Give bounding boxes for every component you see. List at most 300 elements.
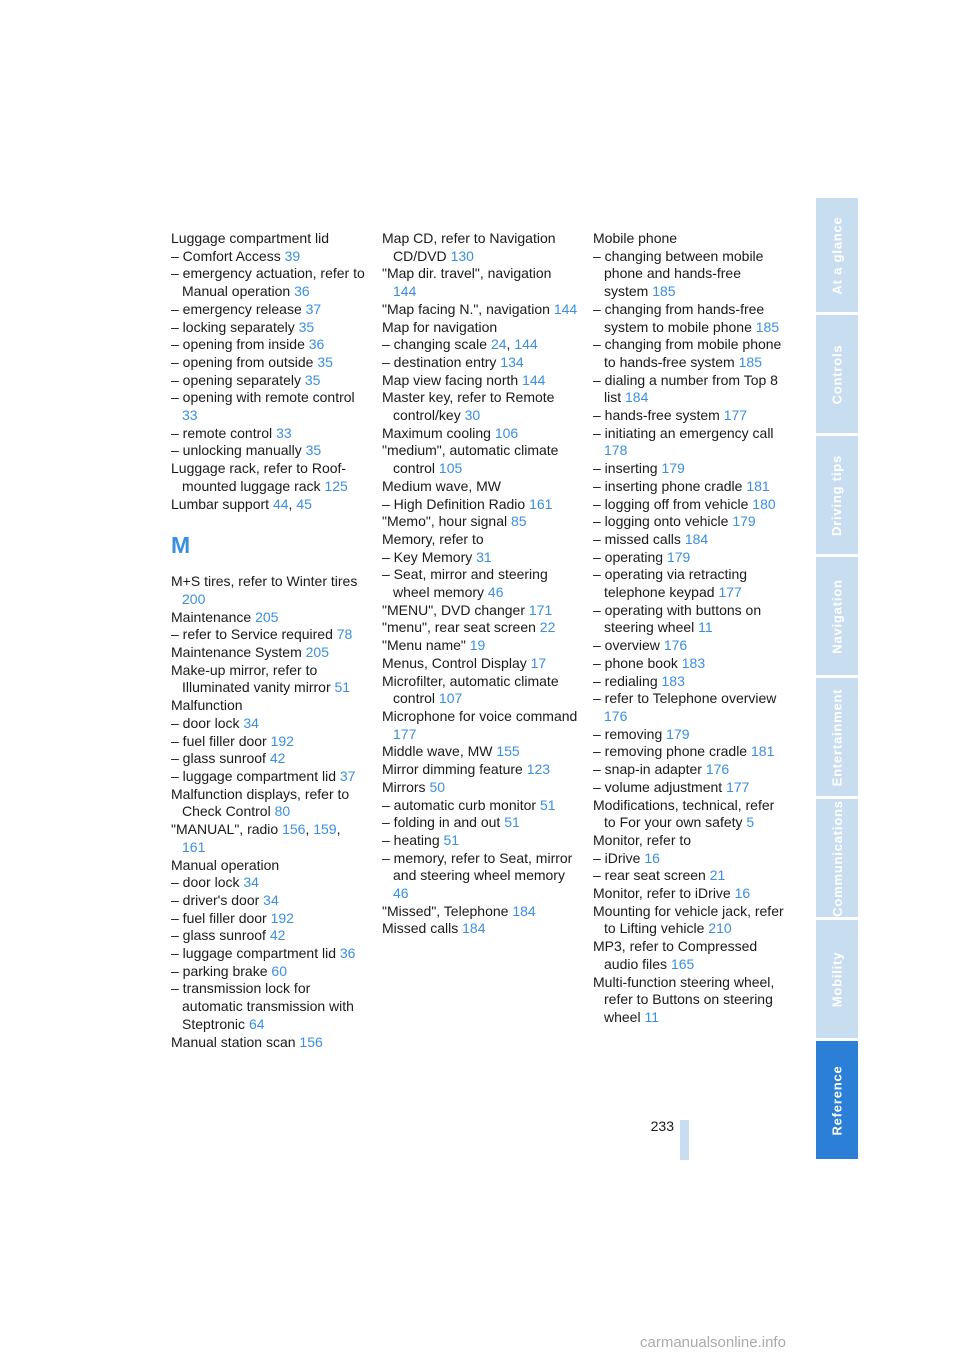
page-reference-link[interactable]: 35 xyxy=(298,318,315,335)
index-entry-text: – hands-free system xyxy=(593,407,720,424)
index-entry xyxy=(593,832,789,850)
index-subentry xyxy=(593,496,789,514)
index-subentry xyxy=(593,850,789,868)
index-entry-text: Manual station scan xyxy=(171,1033,296,1050)
page-reference-link[interactable]: 125 xyxy=(324,477,348,494)
index-entry-text: – transmission lock for automatic transmission with Steptronic xyxy=(171,980,354,1032)
index-subentry xyxy=(593,531,789,549)
index-entry-text: – Seat, mirror and steering wheel memory xyxy=(382,566,548,601)
index-subentry xyxy=(171,733,367,751)
index-entry xyxy=(382,619,578,637)
index-entry-text: "MENU", DVD changer xyxy=(382,601,525,618)
page-reference-link[interactable]: 19 xyxy=(469,637,486,654)
index-entry-text: – snap-in adapter xyxy=(593,761,702,778)
index-entry-text: – luggage compartment lid xyxy=(171,767,336,784)
page-reference-link[interactable]: 50 xyxy=(429,778,446,795)
page-reference-link[interactable]: 144 xyxy=(393,283,417,300)
index-subentry xyxy=(593,637,789,655)
index-entry xyxy=(382,761,578,779)
index-subentry xyxy=(382,832,578,850)
index-entry xyxy=(382,779,578,797)
page-reference-link[interactable]: 51 xyxy=(504,814,520,831)
page-reference-link[interactable]: 181 xyxy=(751,743,775,760)
index-subentry xyxy=(171,927,367,945)
page-reference-link[interactable]: 24 xyxy=(490,336,507,353)
index-entry-text: Malfunction displays, refer to Check Control xyxy=(171,785,350,820)
index-entry-text: – iDrive xyxy=(593,849,641,866)
section-tab-mobility[interactable] xyxy=(816,920,858,1038)
section-tab-label: Reference xyxy=(829,1064,845,1136)
index-entry xyxy=(382,637,578,655)
page-reference-link[interactable]: 130 xyxy=(450,247,474,264)
index-entry-text: – removing xyxy=(593,725,663,742)
index-entry-text: – changing from hands-free system to mobile phone xyxy=(593,300,765,335)
index-subentry xyxy=(593,407,789,425)
index-entry-text: – Comfort Access xyxy=(171,247,281,264)
index-entry-text: Modifications, technical, refer to For your own safety xyxy=(593,796,775,831)
index-entry xyxy=(171,662,367,697)
page-reference-link[interactable]: 183 xyxy=(661,672,685,689)
index-entry-text: "menu", rear seat screen xyxy=(382,619,536,636)
index-subentry xyxy=(171,910,367,928)
page-reference-link[interactable]: 177 xyxy=(723,407,748,424)
index-entry-text: Malfunction xyxy=(171,697,243,714)
page-reference-link[interactable]: 177 xyxy=(726,778,750,795)
index-entry-text: Maintenance xyxy=(171,608,252,625)
page-reference-link[interactable]: 46 xyxy=(393,885,409,902)
index-entry-text: – opening from inside xyxy=(171,336,305,353)
page-reference-link[interactable]: 183 xyxy=(681,654,706,671)
index-entry xyxy=(171,609,367,627)
section-tab-driving-tips[interactable] xyxy=(816,436,858,554)
index-entry-text: – emergency release xyxy=(171,300,302,317)
index-entry-text: – operating with buttons on steering wheel xyxy=(593,601,762,636)
page-reference-link[interactable]: 51 xyxy=(334,679,351,696)
index-entry xyxy=(382,708,578,743)
index-entry-text: "medium", automatic climate control xyxy=(382,442,559,477)
index-subentry xyxy=(171,442,367,460)
page-reference-link[interactable]: 51 xyxy=(539,796,556,813)
page-reference-link[interactable]: 21 xyxy=(709,867,726,884)
index-entry-text: – Key Memory xyxy=(382,548,473,565)
page-reference-link[interactable]: 51 xyxy=(443,831,460,848)
index-entry-text: – locking separately xyxy=(171,318,295,335)
index-entry xyxy=(382,319,578,337)
index-subentry xyxy=(593,372,789,407)
page-reference-link[interactable]: 16 xyxy=(644,849,660,866)
page-reference-link[interactable]: 42 xyxy=(269,927,286,944)
index-entry-text: Luggage rack, refer to Roof-mounted luggage rack xyxy=(171,460,347,494)
index-entry xyxy=(382,655,578,673)
index-entry-text: Mirrors xyxy=(382,778,426,795)
index-entry-text: – remote control xyxy=(171,424,273,441)
index-subentry xyxy=(593,248,789,301)
index-subentry xyxy=(171,336,367,354)
index-subentry xyxy=(593,779,789,797)
page-reference-link[interactable]: 36 xyxy=(294,283,310,300)
section-tab-label: Navigation xyxy=(829,578,845,654)
index-entry-text: – heating xyxy=(382,831,440,848)
page-reference-link[interactable]: 80 xyxy=(274,803,291,820)
page-reference-link[interactable]: 179 xyxy=(666,725,690,742)
page-reference-link[interactable]: 179 xyxy=(732,513,756,530)
index-entry-text: "Map dir. travel", navigation xyxy=(382,265,552,282)
index-entry-text: Mobile phone xyxy=(593,230,678,246)
page-reference-link[interactable]: 185 xyxy=(652,283,676,300)
index-subentry xyxy=(593,726,789,744)
index-entry xyxy=(171,460,367,495)
index-subentry xyxy=(593,761,789,779)
page-reference-link[interactable]: 184 xyxy=(462,920,486,937)
index-subentry xyxy=(171,354,367,372)
index-entry-text: – operating xyxy=(593,548,664,565)
page-reference-link[interactable]: 45 xyxy=(296,495,312,512)
page-reference-link[interactable]: 31 xyxy=(476,548,492,565)
index-entry xyxy=(382,903,578,921)
index-entry xyxy=(382,673,578,708)
section-tab-label: Entertainment xyxy=(829,688,845,786)
section-tab-communications[interactable] xyxy=(816,799,858,917)
page-reference-link[interactable]: 144 xyxy=(553,300,578,317)
index-subentry xyxy=(593,460,789,478)
section-tab-entertainment[interactable] xyxy=(816,678,858,796)
page-reference-link[interactable]: 64 xyxy=(248,1015,265,1032)
page-reference-link[interactable]: 46 xyxy=(487,584,504,601)
page-reference-link[interactable]: 144 xyxy=(522,371,546,388)
page-reference-link[interactable]: 177 xyxy=(718,584,742,601)
index-entry-text: "Menu name" xyxy=(382,637,466,654)
index-subentry: – changing scale 24, 144 xyxy=(382,336,538,353)
page-reference-link[interactable]: 36 xyxy=(308,336,325,353)
page-reference-link[interactable]: 11 xyxy=(644,1008,660,1025)
index-entry-text: Memory, refer to xyxy=(382,530,484,547)
page-reference-link[interactable]: 35 xyxy=(317,353,333,370)
index-entry-text: Monitor, refer to iDrive xyxy=(593,885,731,902)
index-column-3 xyxy=(593,230,789,1027)
index-entry-text: – opening from outside xyxy=(171,353,314,370)
page-reference-link[interactable]: 161 xyxy=(182,838,206,855)
index-entry-text: Mounting for vehicle jack, refer to Lifting vehicle xyxy=(593,902,784,937)
index-entry-text: – fuel filler door xyxy=(171,909,267,926)
page-reference-link[interactable]: 179 xyxy=(661,460,685,477)
page-reference-link[interactable]: 134 xyxy=(500,353,524,370)
index-entry xyxy=(171,857,367,875)
index-entry-text: – rear seat screen xyxy=(593,867,706,884)
index-entry-text: Map for navigation xyxy=(382,318,498,335)
page-reference-link[interactable]: 205 xyxy=(255,608,279,625)
index-entry-text: Map CD, refer to Navigation CD/DVD xyxy=(382,230,556,264)
index-entry-text: M+S tires, refer to Winter tires xyxy=(171,573,358,590)
section-tab-reference[interactable] xyxy=(816,1041,858,1159)
page-reference-link[interactable]: 22 xyxy=(539,619,556,636)
index-entry-text: – folding in and out xyxy=(382,814,501,831)
index-entry-text: – door lock xyxy=(171,714,240,731)
index-subentry xyxy=(593,549,789,567)
page-reference-link[interactable]: 176 xyxy=(705,761,730,778)
index-entry xyxy=(382,301,578,319)
page-reference-link[interactable]: 33 xyxy=(182,407,198,424)
index-entry-text: Maximum cooling xyxy=(382,424,491,441)
index-entry xyxy=(171,644,367,662)
index-entry-text: Make-up mirror, refer to Illuminated vanity mirror xyxy=(171,661,331,696)
page-reference-link[interactable]: 5 xyxy=(746,814,755,831)
index-entry-text: "MANUAL", radio xyxy=(171,821,279,838)
section-tab-controls[interactable] xyxy=(816,315,858,433)
index-entry-text: Multi-function steering wheel, refer to Buttons on steering wheel xyxy=(593,973,775,1025)
index-entry-text: – dialing a number from Top 8 list xyxy=(593,371,778,406)
index-entry-text: – opening separately xyxy=(171,371,301,388)
page-reference-link[interactable]: 180 xyxy=(752,495,776,512)
index-entry xyxy=(593,974,789,1027)
index-subentry xyxy=(593,336,789,371)
index-entry-text: Middle wave, MW xyxy=(382,743,493,760)
index-subentry xyxy=(382,850,578,903)
index-subentry xyxy=(171,980,367,1033)
index-entry-text: – overview xyxy=(593,637,660,654)
index-entry-text: MP3, refer to Compressed audio files xyxy=(593,938,758,972)
index-subentry xyxy=(593,655,789,673)
page-reference-link[interactable]: 210 xyxy=(708,920,732,937)
page-reference-link[interactable]: 184 xyxy=(684,530,709,547)
index-entry xyxy=(382,478,578,496)
index-entry: Lumbar support 44, 45 xyxy=(171,495,312,512)
section-tab-label: Controls xyxy=(829,344,845,404)
index-entry xyxy=(382,743,578,761)
page-reference-link[interactable]: 37 xyxy=(305,300,322,317)
index-entry xyxy=(382,372,578,390)
index-entry-text: – changing scale xyxy=(382,336,488,353)
index-entry-text: – glass sunroof xyxy=(171,750,266,767)
index-entry-text: – operating via retracting telephone keypad xyxy=(593,566,748,601)
index-subentry xyxy=(171,265,367,300)
index-subentry xyxy=(171,963,367,981)
index-entry-text: Maintenance System xyxy=(171,644,302,661)
index-subentry xyxy=(171,248,367,266)
index-entry-text: Mirror dimming feature xyxy=(382,761,523,778)
index-entry xyxy=(382,531,578,549)
index-entry-text: – initiating an emergency call xyxy=(593,424,774,441)
page-reference-link[interactable]: 37 xyxy=(339,767,356,784)
index-subentry xyxy=(171,389,367,424)
index-subentry xyxy=(171,750,367,768)
index-entry-text: – logging onto vehicle xyxy=(593,513,729,530)
index-entry-text: – inserting xyxy=(593,460,658,477)
page-reference-link[interactable]: 156 xyxy=(299,1033,323,1050)
index-subentry xyxy=(382,496,578,514)
page-reference-link[interactable]: 35 xyxy=(305,442,322,459)
index-subentry xyxy=(382,566,578,601)
index-entry-text: – fuel filler door xyxy=(171,732,267,749)
page-reference-link[interactable]: 34 xyxy=(243,874,259,891)
page-reference-link[interactable]: 107 xyxy=(438,690,463,707)
index-entry-text: – phone book xyxy=(593,654,678,671)
index-entry xyxy=(593,903,789,938)
page-reference-link[interactable]: 44 xyxy=(272,495,289,512)
index-subentry xyxy=(593,690,789,725)
index-subentry xyxy=(171,768,367,786)
index-entry-text: – changing from mobile phone to hands-free system xyxy=(593,336,782,370)
index-entry xyxy=(171,697,367,715)
page-reference-link[interactable]: 181 xyxy=(746,477,770,494)
section-tab-at-a-glance[interactable] xyxy=(816,198,858,312)
page-reference-link[interactable]: 200 xyxy=(182,590,206,607)
index-entry-text: Manual operation xyxy=(171,856,280,873)
index-entry-text: Monitor, refer to xyxy=(593,831,692,848)
page-reference-link[interactable]: 156 xyxy=(282,821,306,838)
index-subentry xyxy=(593,478,789,496)
index-entry-text: – memory, refer to Seat, mirror and steering wheel memory xyxy=(382,849,573,884)
page-reference-link[interactable]: 178 xyxy=(604,442,628,459)
page-reference-link[interactable]: 78 xyxy=(336,626,353,643)
index-entry xyxy=(382,389,578,424)
index-subentry xyxy=(593,673,789,691)
index-subentry xyxy=(171,425,367,443)
index-entry xyxy=(171,573,367,608)
index-entry-text: – door lock xyxy=(171,874,240,891)
page-reference-link[interactable]: 39 xyxy=(284,247,301,264)
index-entry xyxy=(382,265,578,300)
page-reference-link[interactable]: 123 xyxy=(526,761,551,778)
page-reference-link[interactable]: 60 xyxy=(271,962,287,979)
index-entry xyxy=(382,425,578,443)
page-reference-link[interactable]: 192 xyxy=(270,909,294,926)
index-subentry xyxy=(382,354,578,372)
page-reference-link[interactable]: 105 xyxy=(438,460,463,477)
index-entry-text: – inserting phone cradle xyxy=(593,477,743,494)
page-reference-link[interactable]: 36 xyxy=(339,945,356,962)
index-entry-text: – refer to Telephone overview xyxy=(593,690,777,707)
page-number-bar xyxy=(680,1120,689,1160)
index-entry xyxy=(382,602,578,620)
index-subentry xyxy=(171,319,367,337)
index-subentry xyxy=(593,867,789,885)
page-reference-link[interactable]: 144 xyxy=(514,336,538,353)
index-entry xyxy=(382,920,578,938)
index-entry-text: Lumbar support xyxy=(171,495,270,512)
index-column-2 xyxy=(382,230,578,938)
index-entry xyxy=(593,885,789,903)
page-reference-link[interactable]: 17 xyxy=(530,654,547,671)
index-entry-text: – redialing xyxy=(593,672,658,689)
index-entry-text: "Map facing N.", navigation xyxy=(382,300,550,317)
page-number: 233 xyxy=(650,1118,674,1134)
index-entry-text: Master key, refer to Remote control/key xyxy=(382,389,555,424)
index-entry xyxy=(171,1034,367,1052)
page-reference-link[interactable]: 176 xyxy=(663,637,688,654)
page-reference-link[interactable]: 34 xyxy=(243,714,259,731)
page-reference-link[interactable]: 176 xyxy=(604,707,628,724)
page-reference-link[interactable]: 161 xyxy=(529,495,553,512)
page-reference-link[interactable]: 185 xyxy=(738,353,762,370)
index-subentry xyxy=(593,301,789,336)
index-entry xyxy=(593,230,789,248)
page-reference-link[interactable]: 34 xyxy=(263,891,279,908)
watermark: carmanualsonline.info xyxy=(640,1334,786,1351)
index-entry-text: – driver's door xyxy=(171,891,260,908)
section-tab-label: Communications xyxy=(829,799,845,917)
page-reference-link[interactable]: 192 xyxy=(270,732,294,749)
page-reference-link[interactable]: 16 xyxy=(734,885,751,902)
section-tabs xyxy=(816,198,858,1162)
page-reference-link[interactable]: 165 xyxy=(670,955,695,972)
index-entry-text: – opening with remote control xyxy=(171,389,355,406)
page-reference-link[interactable]: 42 xyxy=(269,750,286,767)
index-entry-text: – refer to Service required xyxy=(171,626,333,643)
index-entry-text: – unlocking manually xyxy=(171,442,302,459)
page-reference-link[interactable]: 155 xyxy=(496,743,520,760)
index-subentry xyxy=(382,797,578,815)
index-entry-text: – changing between mobile phone and hands-free system xyxy=(593,247,764,300)
section-tab-label: Driving tips xyxy=(829,454,845,536)
index-subentry xyxy=(593,425,789,460)
index-entry-text: Luggage compartment lid xyxy=(171,230,329,246)
index-entry-text: – logging off from vehicle xyxy=(593,495,749,512)
page-reference-link[interactable]: 11 xyxy=(698,619,713,636)
index-subentry xyxy=(593,513,789,531)
section-tab-label: Mobility xyxy=(829,951,845,1007)
index-entry-text: – emergency actuation, refer to Manual operation xyxy=(171,265,365,300)
index-subentry xyxy=(382,814,578,832)
index-entry xyxy=(593,938,789,973)
page-reference-link[interactable]: 179 xyxy=(666,548,691,565)
index-entry-text: – luggage compartment lid xyxy=(171,945,336,962)
index-entry-text: Medium wave, MW xyxy=(382,477,502,494)
index-subentry xyxy=(171,372,367,390)
index-entry xyxy=(171,230,367,248)
index-subentry xyxy=(382,549,578,567)
page-reference-link[interactable]: 159 xyxy=(313,821,337,838)
page-reference-link[interactable]: 106 xyxy=(494,424,519,441)
page-reference-link[interactable]: 205 xyxy=(305,644,329,661)
index-subentry xyxy=(171,301,367,319)
index-entry-text: – glass sunroof xyxy=(171,927,266,944)
page-reference-link[interactable]: 35 xyxy=(304,371,321,388)
index-subentry xyxy=(171,715,367,733)
index-entry-text: "Missed", Telephone xyxy=(382,902,509,919)
index-entry-text: Microphone for voice command xyxy=(382,707,578,724)
index-entry-text: – parking brake xyxy=(171,962,268,979)
page-reference-link[interactable]: 177 xyxy=(393,725,417,742)
index-entry-text: Missed calls xyxy=(382,920,459,937)
index-subentry xyxy=(593,566,789,601)
page-reference-link[interactable]: 171 xyxy=(528,601,553,618)
index-subentry xyxy=(171,892,367,910)
index-entry-text: "Memo", hour signal xyxy=(382,513,508,530)
page-reference-link[interactable]: 185 xyxy=(755,318,780,335)
index-entry-text: Menus, Control Display xyxy=(382,654,527,671)
page-reference-link[interactable]: 30 xyxy=(464,407,481,424)
index-entry-text: – automatic curb monitor xyxy=(382,796,537,813)
index-entry-text: – removing phone cradle xyxy=(593,743,748,760)
index-entry-text: – High Definition Radio xyxy=(382,495,526,512)
index-subentry xyxy=(171,874,367,892)
index-subentry xyxy=(171,626,367,644)
page-reference-link[interactable]: 184 xyxy=(625,389,649,406)
index-entry: "MANUAL", radio 156, 159, 161 xyxy=(171,821,341,855)
index-entry xyxy=(171,786,367,821)
page-reference-link[interactable]: 85 xyxy=(511,513,527,530)
page-reference-link[interactable]: 33 xyxy=(276,424,292,441)
index-entry-text: Map view facing north xyxy=(382,371,519,388)
index-subentry xyxy=(593,602,789,637)
index-entry-text: – volume adjustment xyxy=(593,778,723,795)
index-entry xyxy=(382,513,578,531)
index-entry-text: – missed calls xyxy=(593,530,681,547)
index-entry xyxy=(382,230,578,265)
page-reference-link[interactable]: 184 xyxy=(512,902,536,919)
index-letter-heading: M xyxy=(171,532,191,559)
section-tab-navigation[interactable] xyxy=(816,557,858,675)
